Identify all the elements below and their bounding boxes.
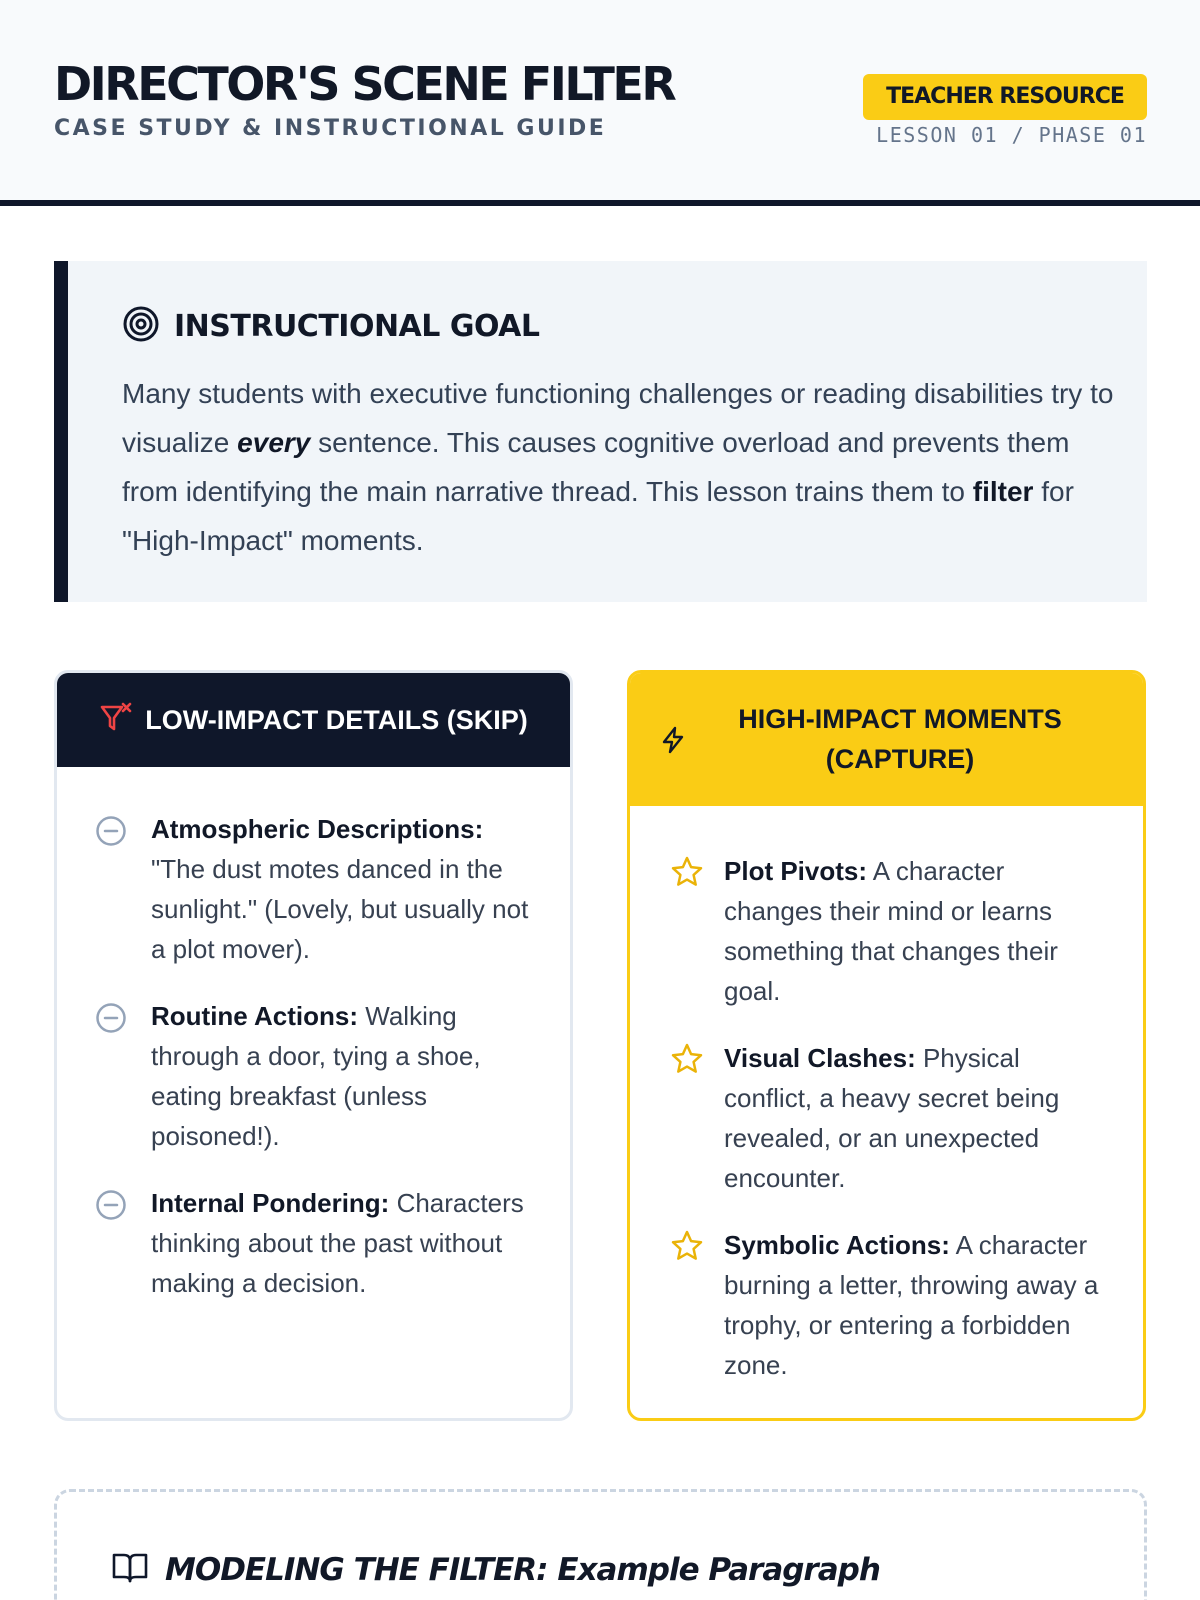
list-item-text: Routine Actions: Walking through a door, tying a shoe, eating breakfast (unless poisoned!). (151, 1001, 481, 1151)
high-impact-title: HIGH-IMPACT MOMENTS (CAPTURE) (738, 704, 1062, 774)
minus-circle-icon (95, 1183, 151, 1226)
high-impact-header (630, 673, 1143, 806)
lightning-bolt-icon (658, 725, 688, 760)
list-item (670, 851, 1113, 1011)
open-book-icon (111, 1550, 149, 1589)
low-impact-title: LOW-IMPACT DETAILS (SKIP) (145, 704, 528, 735)
goal-description: Many students with executive functioning challenges or reading disabilities try to visualize every sentence. This causes cognitive overload and prevents them from identifying the main narrative thread. This lesson trains them to filter for "High-Impact" moments. (122, 378, 1114, 556)
modeling-section (54, 1489, 1147, 1600)
star-icon (670, 1038, 724, 1081)
lesson-phase-label: LESSON 01 / PHASE 01 (876, 123, 1147, 147)
star-icon (670, 851, 724, 894)
list-item-text: Atmospheric Descriptions: "The dust motes danced in the sunlight." (Lovely, but usually not a plot mover). (151, 814, 529, 964)
list-item-text: Internal Pondering: Characters thinking about the past without making a decision. (151, 1188, 524, 1298)
high-impact-list (630, 806, 1143, 1385)
page-header (0, 0, 1200, 206)
list-item (95, 996, 540, 1156)
goal-title: INSTRUCTIONAL GOAL (174, 309, 540, 344)
minus-circle-icon (95, 809, 151, 852)
teacher-resource-badge: TEACHER RESOURCE (863, 74, 1147, 120)
filter-x-icon (99, 701, 133, 740)
list-item (670, 1225, 1113, 1385)
modeling-title: MODELING THE FILTER: Example Paragraph (165, 1551, 880, 1588)
page-subtitle: CASE STUDY & INSTRUCTIONAL GUIDE (54, 116, 607, 141)
star-icon (670, 1225, 724, 1268)
minus-circle-icon (95, 996, 151, 1039)
target-icon (122, 305, 160, 348)
low-impact-list (57, 767, 570, 1303)
low-impact-card (54, 670, 573, 1421)
list-item (95, 1183, 540, 1303)
list-item (95, 809, 540, 969)
page-title: DIRECTOR'S SCENE FILTER (54, 57, 675, 111)
low-impact-header (57, 673, 570, 767)
instructional-goal-section (54, 261, 1147, 602)
list-item-text: Plot Pivots: A character changes their mind or learns something that changes their goal. (724, 856, 1058, 1006)
list-item-text: Visual Clashes: Physical conflict, a heavy secret being revealed, or an unexpected encounter. (724, 1043, 1060, 1193)
high-impact-card (627, 670, 1146, 1421)
list-item-text: Symbolic Actions: A character burning a letter, throwing away a trophy, or entering a forbidden zone. (724, 1230, 1099, 1380)
modeling-heading (111, 1550, 880, 1589)
list-item (670, 1038, 1113, 1198)
goal-heading (122, 305, 540, 348)
